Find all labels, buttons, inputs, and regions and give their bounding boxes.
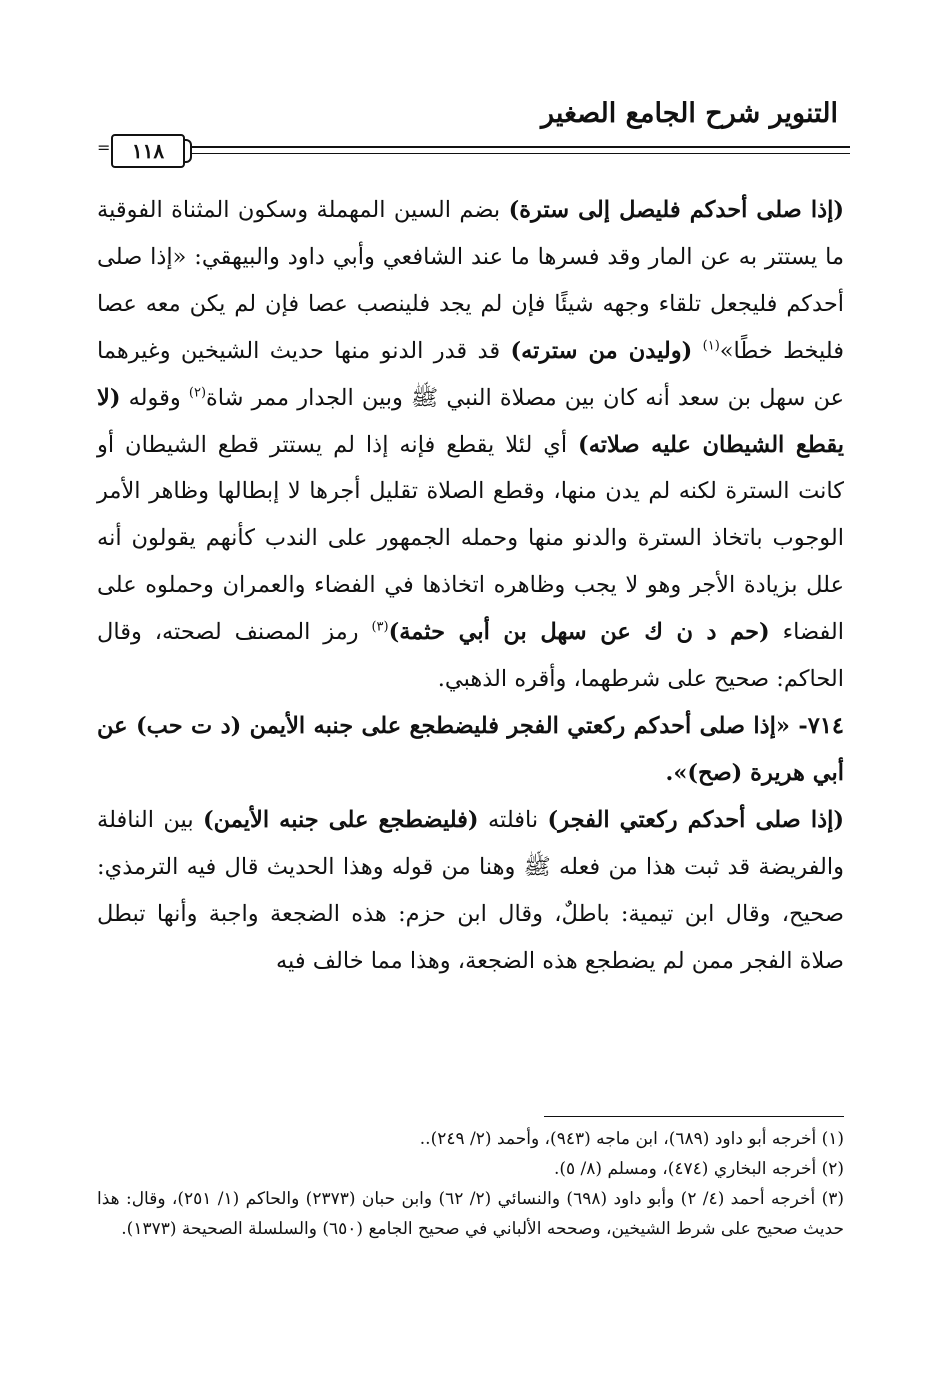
- header-rule-thin: [191, 153, 850, 154]
- hadith-quote: (وليدن من سترته): [510, 337, 693, 364]
- commentary-paragraph-1: (إذا صلى أحدكم فليصل إلى سترة) بضم السين المهملة وسكون المثناة الفوقية ما يستتر به عن المار وقد فسرها ما عند الشافعي وأبي داود والبيهقي: «إذا صلى أحدكم فليجعل تلقاء وجهه شيئًا فإن لم يجد فلينصب عصا فإن لم يكن معه عصا فليخط خطًا»$^{(١)}$ (وليدن من سترته) قد قدر الدنو منها حديث الشيخين وغيرهما عن سهل بن سعد أنه كان بين مصلاة النبي ﷺ وبين الجدار ممر شاة$^{(٢)}$ وقوله (لا يقطع الشيطان عليه صلاته) أي لئلا يقطع فإنه إذا لم يستتر قطع الشيطان أو كانت السترة لكنه لم يدن منها، وقطع الصلاة تقليل أجرها لا إبطالها وظاهر الأمر الوجوب باتخاذ السترة والدنو منها وحمله الجمهور على الندب كأنهم يقولون أنه علل بزيادة الأجر وهو لا يجب وظاهره اتخاذها في الفضاء والعمران وحملوه على الفضاء (حم د ن ك عن سهل بن أبي حثمة)$^{(٣)}$ رمز المصنف لصحته، وقال الحاكم: صحيح على شرطهما، وأقره الذهبي.: [97, 197, 845, 693]
- footnote-2: (٢) أخرجه البخاري (٤٧٤)، ومسلم (٨/ ٥).: [553, 1159, 844, 1179]
- header-rule-thick: [191, 146, 850, 148]
- hadith-text: «إذا صلى أحدكم ركعتي الفجر فليضطجع على جنبه الأيمن (د ت حب) عن أبي هريرة (صح)».: [97, 712, 844, 786]
- hadith-quote: (لا يقطع الشيطان عليه صلاته): [97, 384, 844, 458]
- hadith-quote: (فليضطجع على جنبه الأيمن): [202, 806, 479, 833]
- footnote-1: (١) أخرجه أبو داود (٦٨٩)، ابن ماجه (٩٤٣)، وأحمد (٢/ ٢٤٩)..: [419, 1129, 844, 1149]
- page-marker: =: [97, 138, 111, 157]
- footnote-ref: (٣): [371, 619, 389, 635]
- footnote-ref: (٢): [188, 385, 207, 401]
- hadith-number: ٧١٤-: [789, 712, 844, 739]
- page-number: ١١٨: [111, 134, 185, 168]
- footnote-divider: [544, 1116, 844, 1117]
- footnote-3: (٣) أخرجه أحمد (٤/ ٢) وأبو داود (٦٩٨) والنسائي (٢/ ٦٢) وابن حبان (٢٣٧٣) والحاكم (١/ ٢٥١)، وقال: هذا حديث صحيح على شرط الشيخين، وصححه الألباني في صحيح الجامع (٦٥٠) والسلسلة الصحيحة (١٣٧٣).: [97, 1189, 845, 1239]
- footnote-ref: (١): [702, 338, 720, 354]
- source-citation: (حم د ن ك عن سهل بن أبي حثمة): [388, 619, 770, 646]
- main-text: [97, 187, 844, 984]
- page-header: [97, 98, 850, 173]
- hadith-quote: (إذا صلى أحدكم فليصل إلى سترة): [508, 197, 844, 223]
- commentary-paragraph-2: (إذا صلى أحدكم ركعتي الفجر) نافلته (فليضطجع على جنبه الأيمن) بين النافلة والفريضة قد ثبت هذا من فعله ﷺ وهنا من قوله وهذا الحديث قال فيه الترمذي: صحيح، وقال ابن تيمية: باطلٌ، وقال ابن حزم: هذه الضجعة واجبة وأنها تبطل صلاة الفجر ممن لم يضطجع هذه الضجعة، وهذا مما خالف فيه: [97, 806, 844, 974]
- footnotes: [97, 1124, 844, 1244]
- hadith-entry: [97, 703, 844, 797]
- running-title: التنوير شرح الجامع الصغير: [541, 98, 838, 129]
- hadith-quote: (إذا صلى أحدكم ركعتي الفجر): [547, 806, 844, 833]
